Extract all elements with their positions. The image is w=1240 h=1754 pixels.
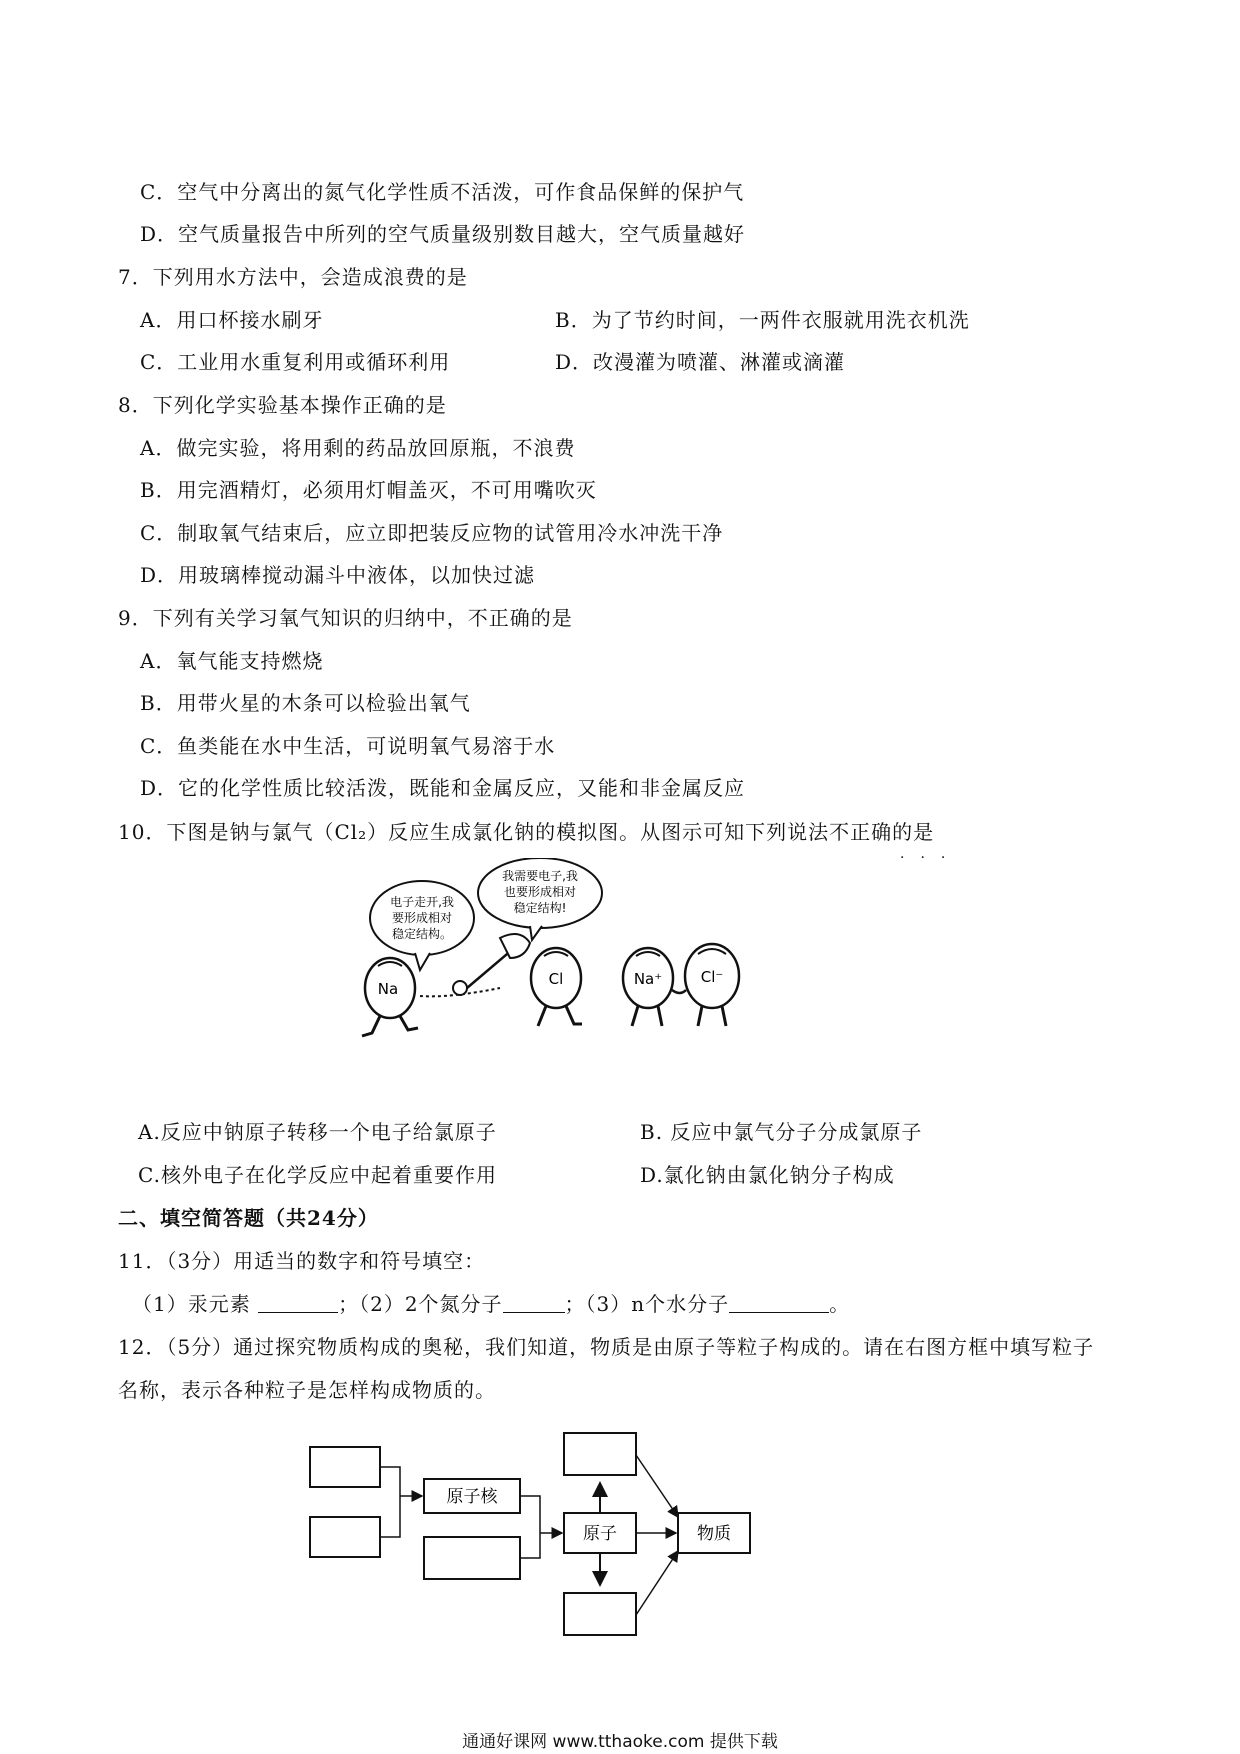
- na-ion-label: Na⁺: [633, 970, 663, 988]
- q7-option-b: B．为了节约时间，一两件衣服就用洗衣机洗: [555, 308, 970, 332]
- matter-structure-diagram: [300, 1425, 780, 1675]
- q10-option-b: B. 反应中氯气分子分成氯原子: [640, 1120, 923, 1144]
- blank-box-molecule[interactable]: [564, 1433, 636, 1475]
- cl-label: Cl: [548, 970, 564, 988]
- q9-option-c: C．鱼类能在水中生活，可说明氧气易溶于水: [140, 734, 556, 758]
- footer-source: 通通好课网 www.tthaoke.com 提供下载: [462, 1732, 778, 1752]
- sodium-chlorine-cartoon: [360, 858, 820, 1048]
- q7-option-d: D．改漫灌为喷灌、淋灌或滴灌: [555, 350, 846, 374]
- na-ion-character: [623, 948, 673, 1026]
- cl-bubble-line-1: 我需要电子,我: [502, 869, 578, 883]
- holding-hands: [672, 990, 686, 993]
- matter-label: 物质: [697, 1524, 731, 1544]
- q10-option-c: C.核外电子在化学反应中起着重要作用: [138, 1163, 497, 1187]
- q10-stem: 10．下图是钠与氯气（Cl₂）反应生成氯化钠的模拟图。从图示可知下列说法不正确的是: [118, 820, 935, 844]
- electron-icon: [453, 981, 467, 995]
- emphasis-dots: ···: [900, 850, 962, 866]
- na-speech-bubble: [370, 881, 474, 970]
- blank-box-ion[interactable]: [564, 1593, 636, 1635]
- q11-blank-2[interactable]: [503, 1294, 565, 1313]
- cl-bubble-line-3: 稳定结构!: [513, 901, 567, 915]
- q11-blank-3[interactable]: [729, 1294, 829, 1313]
- cl-atom-character: [531, 948, 582, 1026]
- q11-stem: 11．（3分）用适当的数字和符号填空：: [118, 1249, 486, 1273]
- q12-stem-line-1: 12．（5分）通过探究物质构成的奥秘，我们知道，物质是由原子等粒子构成的。请在右图方框中填写粒子: [118, 1335, 1095, 1359]
- q10-option-d: D.氯化钠由氯化钠分子构成: [640, 1163, 895, 1187]
- na-bubble-line-2: 要形成相对: [391, 911, 453, 925]
- cl-speech-bubble: [478, 858, 602, 940]
- q11-blanks-line: [132, 1292, 850, 1316]
- q6-option-c: C．空气中分离出的氮气化学性质不活泼，可作食品保鲜的保护气: [140, 180, 745, 204]
- cl-ion-label: Cl⁻: [700, 968, 724, 986]
- blank-box-neutron[interactable]: [310, 1517, 380, 1557]
- q11-part3-label: ；（3）n个水分子: [564, 1292, 730, 1316]
- q7-option-c: C．工业用水重复利用或循环利用: [140, 350, 451, 374]
- q11-part2-label: ；（2）2个氮分子: [338, 1292, 503, 1316]
- na-label: Na: [377, 980, 399, 998]
- cl-bubble-line-2: 也要形成相对: [503, 885, 577, 899]
- q11-end: 。: [829, 1292, 851, 1316]
- na-bubble-line-1: 电子走开,我: [390, 895, 454, 909]
- na-bubble-line-3: 稳定结构。: [391, 927, 453, 941]
- q7-stem: 7．下列用水方法中，会造成浪费的是: [118, 265, 468, 289]
- blank-box-proton[interactable]: [310, 1447, 380, 1487]
- q12-stem-line-2: 名称，表示各种粒子是怎样构成物质的。: [118, 1378, 496, 1402]
- cl-ion-character: [685, 944, 739, 1026]
- q6-option-d: D．空气质量报告中所列的空气质量级别数目越大，空气质量越好: [140, 222, 746, 246]
- q10-option-a: A.反应中钠原子转移一个电子给氯原子: [138, 1120, 497, 1144]
- q8-option-c: C．制取氧气结束后，应立即把装反应物的试管用冷水冲洗干净: [140, 521, 724, 545]
- nucleus-label: 原子核: [446, 1487, 498, 1507]
- q11-part1-label: （1）汞元素: [132, 1292, 251, 1316]
- q11-blank-1[interactable]: [258, 1294, 338, 1313]
- na-atom-character: [362, 958, 418, 1036]
- q7-option-a: A．用口杯接水刷牙: [140, 308, 324, 332]
- q8-stem: 8．下列化学实验基本操作正确的是: [118, 393, 447, 417]
- catching-net-icon: [467, 934, 530, 988]
- q8-option-b: B．用完酒精灯，必须用灯帽盖灭，不可用嘴吹灭: [140, 478, 597, 502]
- arrow-molecule-to-matter: [636, 1455, 678, 1517]
- atom-label: 原子: [583, 1524, 617, 1544]
- q9-option-a: A．氧气能支持燃烧: [140, 649, 324, 673]
- blank-box-electron[interactable]: [424, 1537, 520, 1579]
- arrow-ion-to-matter: [636, 1551, 678, 1615]
- q9-stem: 9．下列有关学习氧气知识的归纳中，不正确的是: [118, 606, 573, 630]
- q8-option-a: A．做完实验，将用剩的药品放回原瓶，不浪费: [140, 436, 576, 460]
- section-heading: 二、填空简答题（共24分）: [118, 1206, 379, 1230]
- q9-option-b: B．用带火星的木条可以检验出氧气: [140, 691, 471, 715]
- connector-bracket-right: [520, 1496, 540, 1558]
- q8-option-d: D．用玻璃棒搅动漏斗中液体，以加快过滤: [140, 563, 536, 587]
- connector-bracket-left: [380, 1467, 400, 1537]
- q9-option-d: D．它的化学性质比较活泼，既能和金属反应，又能和非金属反应: [140, 776, 746, 800]
